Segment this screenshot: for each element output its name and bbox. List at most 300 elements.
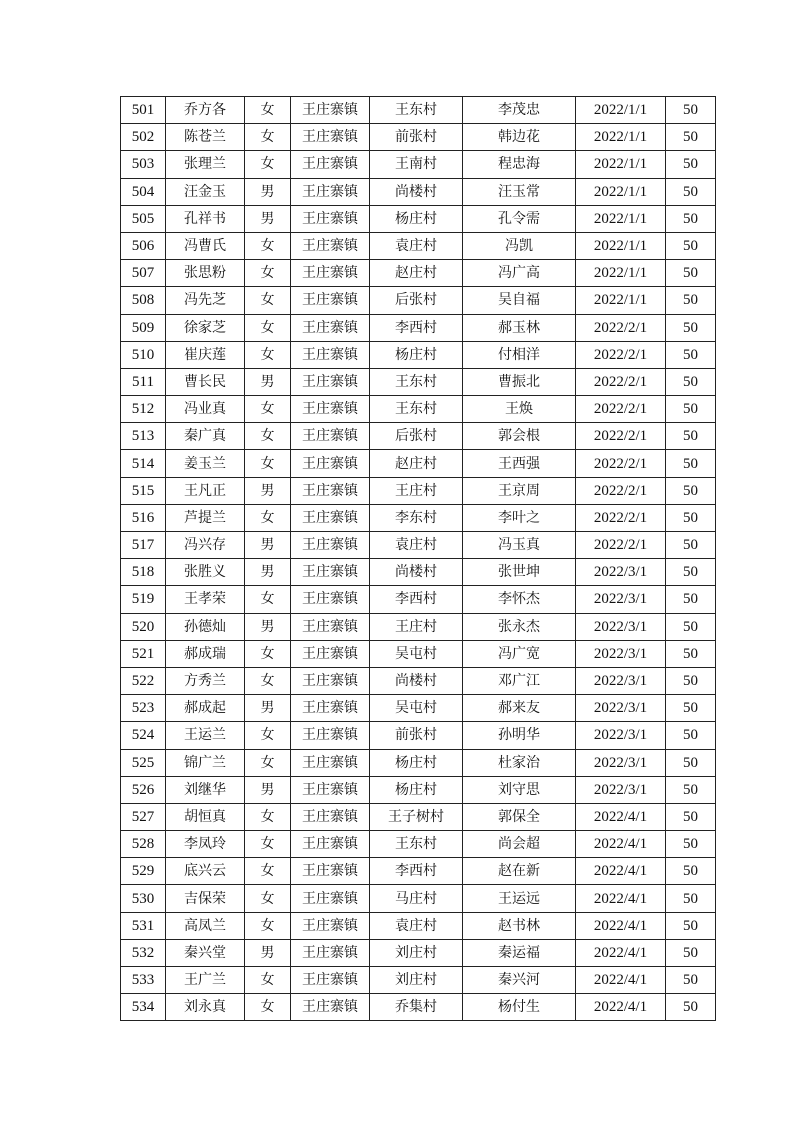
village-cell: 前张村 bbox=[370, 722, 463, 749]
name-cell: 高凤兰 bbox=[166, 912, 245, 939]
table-row bbox=[121, 994, 716, 1021]
amount-cell: 50 bbox=[666, 504, 716, 531]
table-row bbox=[121, 232, 716, 259]
amount-cell: 50 bbox=[666, 776, 716, 803]
name-cell: 徐家芝 bbox=[166, 314, 245, 341]
guardian-cell: 郝来友 bbox=[463, 695, 576, 722]
village-cell: 李西村 bbox=[370, 586, 463, 613]
serial-number-cell: 532 bbox=[121, 939, 166, 966]
date-cell: 2022/3/1 bbox=[576, 776, 666, 803]
village-cell: 刘庄村 bbox=[370, 967, 463, 994]
guardian-cell: 李叶之 bbox=[463, 504, 576, 531]
date-cell: 2022/3/1 bbox=[576, 722, 666, 749]
name-cell: 胡恒真 bbox=[166, 803, 245, 830]
date-cell: 2022/2/1 bbox=[576, 477, 666, 504]
town-cell: 王庄寨镇 bbox=[291, 205, 370, 232]
town-cell: 王庄寨镇 bbox=[291, 287, 370, 314]
serial-number-cell: 514 bbox=[121, 450, 166, 477]
amount-cell: 50 bbox=[666, 314, 716, 341]
date-cell: 2022/4/1 bbox=[576, 885, 666, 912]
village-cell: 吴屯村 bbox=[370, 640, 463, 667]
table-row bbox=[121, 640, 716, 667]
amount-cell: 50 bbox=[666, 97, 716, 124]
guardian-cell: 王焕 bbox=[463, 396, 576, 423]
serial-number-cell: 534 bbox=[121, 994, 166, 1021]
name-cell: 方秀兰 bbox=[166, 667, 245, 694]
date-cell: 2022/2/1 bbox=[576, 314, 666, 341]
serial-number-cell: 515 bbox=[121, 477, 166, 504]
amount-cell: 50 bbox=[666, 994, 716, 1021]
gender-cell: 女 bbox=[245, 504, 291, 531]
name-cell: 李凤玲 bbox=[166, 831, 245, 858]
serial-number-cell: 533 bbox=[121, 967, 166, 994]
guardian-cell: 杨付生 bbox=[463, 994, 576, 1021]
name-cell: 孙德灿 bbox=[166, 613, 245, 640]
amount-cell: 50 bbox=[666, 205, 716, 232]
date-cell: 2022/1/1 bbox=[576, 232, 666, 259]
name-cell: 崔庆莲 bbox=[166, 341, 245, 368]
village-cell: 尚楼村 bbox=[370, 559, 463, 586]
serial-number-cell: 507 bbox=[121, 260, 166, 287]
serial-number-cell: 508 bbox=[121, 287, 166, 314]
guardian-cell: 付相洋 bbox=[463, 341, 576, 368]
gender-cell: 女 bbox=[245, 151, 291, 178]
table-row bbox=[121, 803, 716, 830]
name-cell: 秦兴堂 bbox=[166, 939, 245, 966]
village-cell: 乔集村 bbox=[370, 994, 463, 1021]
guardian-cell: 冯广宽 bbox=[463, 640, 576, 667]
town-cell: 王庄寨镇 bbox=[291, 831, 370, 858]
town-cell: 王庄寨镇 bbox=[291, 260, 370, 287]
gender-cell: 男 bbox=[245, 178, 291, 205]
name-cell: 曹长民 bbox=[166, 368, 245, 395]
town-cell: 王庄寨镇 bbox=[291, 232, 370, 259]
guardian-cell: 李茂忠 bbox=[463, 97, 576, 124]
guardian-cell: 冯广高 bbox=[463, 260, 576, 287]
gender-cell: 男 bbox=[245, 939, 291, 966]
date-cell: 2022/3/1 bbox=[576, 667, 666, 694]
date-cell: 2022/3/1 bbox=[576, 559, 666, 586]
date-cell: 2022/4/1 bbox=[576, 803, 666, 830]
village-cell: 袁庄村 bbox=[370, 912, 463, 939]
gender-cell: 女 bbox=[245, 423, 291, 450]
table-row bbox=[121, 396, 716, 423]
date-cell: 2022/1/1 bbox=[576, 260, 666, 287]
gender-cell: 女 bbox=[245, 287, 291, 314]
gender-cell: 女 bbox=[245, 450, 291, 477]
name-cell: 姜玉兰 bbox=[166, 450, 245, 477]
gender-cell: 女 bbox=[245, 586, 291, 613]
guardian-cell: 秦兴河 bbox=[463, 967, 576, 994]
guardian-cell: 王西强 bbox=[463, 450, 576, 477]
gender-cell: 女 bbox=[245, 722, 291, 749]
town-cell: 王庄寨镇 bbox=[291, 640, 370, 667]
village-cell: 王东村 bbox=[370, 368, 463, 395]
date-cell: 2022/4/1 bbox=[576, 831, 666, 858]
table-row bbox=[121, 613, 716, 640]
town-cell: 王庄寨镇 bbox=[291, 613, 370, 640]
village-cell: 王子树村 bbox=[370, 803, 463, 830]
amount-cell: 50 bbox=[666, 695, 716, 722]
gender-cell: 女 bbox=[245, 749, 291, 776]
amount-cell: 50 bbox=[666, 831, 716, 858]
table-row bbox=[121, 967, 716, 994]
amount-cell: 50 bbox=[666, 260, 716, 287]
date-cell: 2022/2/1 bbox=[576, 532, 666, 559]
table-row bbox=[121, 314, 716, 341]
date-cell: 2022/2/1 bbox=[576, 396, 666, 423]
guardian-cell: 赵书林 bbox=[463, 912, 576, 939]
serial-number-cell: 517 bbox=[121, 532, 166, 559]
gender-cell: 男 bbox=[245, 532, 291, 559]
town-cell: 王庄寨镇 bbox=[291, 341, 370, 368]
gender-cell: 女 bbox=[245, 803, 291, 830]
village-cell: 尚楼村 bbox=[370, 178, 463, 205]
serial-number-cell: 521 bbox=[121, 640, 166, 667]
table-row bbox=[121, 559, 716, 586]
town-cell: 王庄寨镇 bbox=[291, 423, 370, 450]
date-cell: 2022/1/1 bbox=[576, 97, 666, 124]
table-row bbox=[121, 667, 716, 694]
serial-number-cell: 520 bbox=[121, 613, 166, 640]
gender-cell: 女 bbox=[245, 396, 291, 423]
date-cell: 2022/3/1 bbox=[576, 695, 666, 722]
amount-cell: 50 bbox=[666, 396, 716, 423]
amount-cell: 50 bbox=[666, 667, 716, 694]
village-cell: 赵庄村 bbox=[370, 450, 463, 477]
date-cell: 2022/2/1 bbox=[576, 450, 666, 477]
name-cell: 郝成起 bbox=[166, 695, 245, 722]
serial-number-cell: 531 bbox=[121, 912, 166, 939]
serial-number-cell: 525 bbox=[121, 749, 166, 776]
town-cell: 王庄寨镇 bbox=[291, 477, 370, 504]
table-row bbox=[121, 341, 716, 368]
town-cell: 王庄寨镇 bbox=[291, 178, 370, 205]
serial-number-cell: 511 bbox=[121, 368, 166, 395]
guardian-cell: 孙明华 bbox=[463, 722, 576, 749]
guardian-cell: 王运远 bbox=[463, 885, 576, 912]
serial-number-cell: 510 bbox=[121, 341, 166, 368]
gender-cell: 男 bbox=[245, 776, 291, 803]
serial-number-cell: 504 bbox=[121, 178, 166, 205]
village-cell: 王庄村 bbox=[370, 613, 463, 640]
town-cell: 王庄寨镇 bbox=[291, 504, 370, 531]
amount-cell: 50 bbox=[666, 640, 716, 667]
table-row bbox=[121, 205, 716, 232]
date-cell: 2022/2/1 bbox=[576, 423, 666, 450]
village-cell: 王南村 bbox=[370, 151, 463, 178]
town-cell: 王庄寨镇 bbox=[291, 695, 370, 722]
village-cell: 杨庄村 bbox=[370, 341, 463, 368]
village-cell: 刘庄村 bbox=[370, 939, 463, 966]
town-cell: 王庄寨镇 bbox=[291, 749, 370, 776]
village-cell: 李东村 bbox=[370, 504, 463, 531]
guardian-cell: 郝玉林 bbox=[463, 314, 576, 341]
serial-number-cell: 518 bbox=[121, 559, 166, 586]
table-row bbox=[121, 722, 716, 749]
name-cell: 张理兰 bbox=[166, 151, 245, 178]
date-cell: 2022/1/1 bbox=[576, 287, 666, 314]
guardian-cell: 郭会根 bbox=[463, 423, 576, 450]
amount-cell: 50 bbox=[666, 858, 716, 885]
gender-cell: 女 bbox=[245, 640, 291, 667]
village-cell: 王东村 bbox=[370, 396, 463, 423]
gender-cell: 女 bbox=[245, 232, 291, 259]
town-cell: 王庄寨镇 bbox=[291, 124, 370, 151]
table-row bbox=[121, 831, 716, 858]
date-cell: 2022/3/1 bbox=[576, 640, 666, 667]
village-cell: 王东村 bbox=[370, 831, 463, 858]
guardian-cell: 冯凯 bbox=[463, 232, 576, 259]
register-table bbox=[120, 96, 716, 1021]
table-row bbox=[121, 368, 716, 395]
table-row bbox=[121, 912, 716, 939]
town-cell: 王庄寨镇 bbox=[291, 912, 370, 939]
serial-number-cell: 512 bbox=[121, 396, 166, 423]
name-cell: 底兴云 bbox=[166, 858, 245, 885]
table-row bbox=[121, 885, 716, 912]
date-cell: 2022/4/1 bbox=[576, 912, 666, 939]
amount-cell: 50 bbox=[666, 124, 716, 151]
table-row bbox=[121, 776, 716, 803]
village-cell: 后张村 bbox=[370, 287, 463, 314]
date-cell: 2022/4/1 bbox=[576, 858, 666, 885]
date-cell: 2022/1/1 bbox=[576, 178, 666, 205]
amount-cell: 50 bbox=[666, 967, 716, 994]
village-cell: 袁庄村 bbox=[370, 532, 463, 559]
table-row bbox=[121, 124, 716, 151]
serial-number-cell: 526 bbox=[121, 776, 166, 803]
table-row bbox=[121, 450, 716, 477]
amount-cell: 50 bbox=[666, 912, 716, 939]
date-cell: 2022/2/1 bbox=[576, 368, 666, 395]
guardian-cell: 尚会超 bbox=[463, 831, 576, 858]
town-cell: 王庄寨镇 bbox=[291, 939, 370, 966]
town-cell: 王庄寨镇 bbox=[291, 368, 370, 395]
amount-cell: 50 bbox=[666, 287, 716, 314]
name-cell: 秦广真 bbox=[166, 423, 245, 450]
date-cell: 2022/3/1 bbox=[576, 586, 666, 613]
guardian-cell: 程忠海 bbox=[463, 151, 576, 178]
date-cell: 2022/3/1 bbox=[576, 749, 666, 776]
town-cell: 王庄寨镇 bbox=[291, 559, 370, 586]
gender-cell: 女 bbox=[245, 858, 291, 885]
gender-cell: 男 bbox=[245, 477, 291, 504]
table-row bbox=[121, 151, 716, 178]
amount-cell: 50 bbox=[666, 803, 716, 830]
village-cell: 王东村 bbox=[370, 97, 463, 124]
date-cell: 2022/4/1 bbox=[576, 994, 666, 1021]
amount-cell: 50 bbox=[666, 450, 716, 477]
amount-cell: 50 bbox=[666, 613, 716, 640]
serial-number-cell: 503 bbox=[121, 151, 166, 178]
name-cell: 张胜义 bbox=[166, 559, 245, 586]
town-cell: 王庄寨镇 bbox=[291, 776, 370, 803]
gender-cell: 女 bbox=[245, 124, 291, 151]
gender-cell: 女 bbox=[245, 912, 291, 939]
name-cell: 张思粉 bbox=[166, 260, 245, 287]
serial-number-cell: 522 bbox=[121, 667, 166, 694]
town-cell: 王庄寨镇 bbox=[291, 151, 370, 178]
name-cell: 郝成瑞 bbox=[166, 640, 245, 667]
table-row bbox=[121, 939, 716, 966]
name-cell: 孔祥书 bbox=[166, 205, 245, 232]
name-cell: 陈苍兰 bbox=[166, 124, 245, 151]
guardian-cell: 邓广江 bbox=[463, 667, 576, 694]
amount-cell: 50 bbox=[666, 178, 716, 205]
town-cell: 王庄寨镇 bbox=[291, 532, 370, 559]
serial-number-cell: 501 bbox=[121, 97, 166, 124]
amount-cell: 50 bbox=[666, 232, 716, 259]
name-cell: 冯兴存 bbox=[166, 532, 245, 559]
gender-cell: 女 bbox=[245, 97, 291, 124]
gender-cell: 女 bbox=[245, 667, 291, 694]
name-cell: 乔方各 bbox=[166, 97, 245, 124]
table-row bbox=[121, 858, 716, 885]
town-cell: 王庄寨镇 bbox=[291, 314, 370, 341]
gender-cell: 女 bbox=[245, 314, 291, 341]
town-cell: 王庄寨镇 bbox=[291, 450, 370, 477]
serial-number-cell: 513 bbox=[121, 423, 166, 450]
town-cell: 王庄寨镇 bbox=[291, 803, 370, 830]
amount-cell: 50 bbox=[666, 749, 716, 776]
name-cell: 王广兰 bbox=[166, 967, 245, 994]
gender-cell: 女 bbox=[245, 831, 291, 858]
town-cell: 王庄寨镇 bbox=[291, 722, 370, 749]
amount-cell: 50 bbox=[666, 939, 716, 966]
name-cell: 冯曹氏 bbox=[166, 232, 245, 259]
guardian-cell: 郭保全 bbox=[463, 803, 576, 830]
name-cell: 汪金玉 bbox=[166, 178, 245, 205]
date-cell: 2022/2/1 bbox=[576, 504, 666, 531]
table-row bbox=[121, 477, 716, 504]
guardian-cell: 汪玉常 bbox=[463, 178, 576, 205]
gender-cell: 男 bbox=[245, 205, 291, 232]
register-table-body bbox=[121, 97, 716, 1021]
table-row bbox=[121, 532, 716, 559]
gender-cell: 女 bbox=[245, 341, 291, 368]
date-cell: 2022/1/1 bbox=[576, 151, 666, 178]
guardian-cell: 张永杰 bbox=[463, 613, 576, 640]
date-cell: 2022/4/1 bbox=[576, 967, 666, 994]
amount-cell: 50 bbox=[666, 722, 716, 749]
gender-cell: 男 bbox=[245, 559, 291, 586]
guardian-cell: 曹振北 bbox=[463, 368, 576, 395]
town-cell: 王庄寨镇 bbox=[291, 97, 370, 124]
village-cell: 杨庄村 bbox=[370, 776, 463, 803]
amount-cell: 50 bbox=[666, 423, 716, 450]
table-row bbox=[121, 260, 716, 287]
guardian-cell: 孔令需 bbox=[463, 205, 576, 232]
village-cell: 李西村 bbox=[370, 314, 463, 341]
guardian-cell: 冯玉真 bbox=[463, 532, 576, 559]
table-row bbox=[121, 695, 716, 722]
gender-cell: 男 bbox=[245, 695, 291, 722]
name-cell: 王运兰 bbox=[166, 722, 245, 749]
table-row bbox=[121, 97, 716, 124]
serial-number-cell: 527 bbox=[121, 803, 166, 830]
name-cell: 芦提兰 bbox=[166, 504, 245, 531]
serial-number-cell: 509 bbox=[121, 314, 166, 341]
village-cell: 尚楼村 bbox=[370, 667, 463, 694]
gender-cell: 女 bbox=[245, 260, 291, 287]
town-cell: 王庄寨镇 bbox=[291, 994, 370, 1021]
serial-number-cell: 519 bbox=[121, 586, 166, 613]
serial-number-cell: 524 bbox=[121, 722, 166, 749]
guardian-cell: 赵在新 bbox=[463, 858, 576, 885]
town-cell: 王庄寨镇 bbox=[291, 586, 370, 613]
amount-cell: 50 bbox=[666, 559, 716, 586]
village-cell: 袁庄村 bbox=[370, 232, 463, 259]
town-cell: 王庄寨镇 bbox=[291, 396, 370, 423]
serial-number-cell: 530 bbox=[121, 885, 166, 912]
date-cell: 2022/3/1 bbox=[576, 613, 666, 640]
town-cell: 王庄寨镇 bbox=[291, 858, 370, 885]
village-cell: 吴屯村 bbox=[370, 695, 463, 722]
amount-cell: 50 bbox=[666, 341, 716, 368]
serial-number-cell: 523 bbox=[121, 695, 166, 722]
guardian-cell: 吴自福 bbox=[463, 287, 576, 314]
guardian-cell: 杜家治 bbox=[463, 749, 576, 776]
guardian-cell: 李怀杰 bbox=[463, 586, 576, 613]
town-cell: 王庄寨镇 bbox=[291, 667, 370, 694]
name-cell: 锦广兰 bbox=[166, 749, 245, 776]
village-cell: 前张村 bbox=[370, 124, 463, 151]
town-cell: 王庄寨镇 bbox=[291, 967, 370, 994]
serial-number-cell: 529 bbox=[121, 858, 166, 885]
serial-number-cell: 528 bbox=[121, 831, 166, 858]
village-cell: 李西村 bbox=[370, 858, 463, 885]
name-cell: 吉保荣 bbox=[166, 885, 245, 912]
guardian-cell: 王京周 bbox=[463, 477, 576, 504]
name-cell: 刘永真 bbox=[166, 994, 245, 1021]
gender-cell: 女 bbox=[245, 885, 291, 912]
amount-cell: 50 bbox=[666, 477, 716, 504]
table-row bbox=[121, 504, 716, 531]
village-cell: 后张村 bbox=[370, 423, 463, 450]
village-cell: 杨庄村 bbox=[370, 749, 463, 776]
gender-cell: 男 bbox=[245, 613, 291, 640]
guardian-cell: 秦运福 bbox=[463, 939, 576, 966]
serial-number-cell: 516 bbox=[121, 504, 166, 531]
guardian-cell: 韩边花 bbox=[463, 124, 576, 151]
table-row bbox=[121, 178, 716, 205]
amount-cell: 50 bbox=[666, 151, 716, 178]
guardian-cell: 张世坤 bbox=[463, 559, 576, 586]
date-cell: 2022/1/1 bbox=[576, 205, 666, 232]
name-cell: 冯先芝 bbox=[166, 287, 245, 314]
table-row bbox=[121, 749, 716, 776]
date-cell: 2022/1/1 bbox=[576, 124, 666, 151]
serial-number-cell: 502 bbox=[121, 124, 166, 151]
name-cell: 刘继华 bbox=[166, 776, 245, 803]
gender-cell: 男 bbox=[245, 368, 291, 395]
guardian-cell: 刘守思 bbox=[463, 776, 576, 803]
serial-number-cell: 505 bbox=[121, 205, 166, 232]
amount-cell: 50 bbox=[666, 532, 716, 559]
village-cell: 王庄村 bbox=[370, 477, 463, 504]
amount-cell: 50 bbox=[666, 586, 716, 613]
village-cell: 杨庄村 bbox=[370, 205, 463, 232]
town-cell: 王庄寨镇 bbox=[291, 885, 370, 912]
village-cell: 赵庄村 bbox=[370, 260, 463, 287]
gender-cell: 女 bbox=[245, 994, 291, 1021]
name-cell: 王凡正 bbox=[166, 477, 245, 504]
name-cell: 王孝荣 bbox=[166, 586, 245, 613]
serial-number-cell: 506 bbox=[121, 232, 166, 259]
village-cell: 马庄村 bbox=[370, 885, 463, 912]
table-row bbox=[121, 423, 716, 450]
